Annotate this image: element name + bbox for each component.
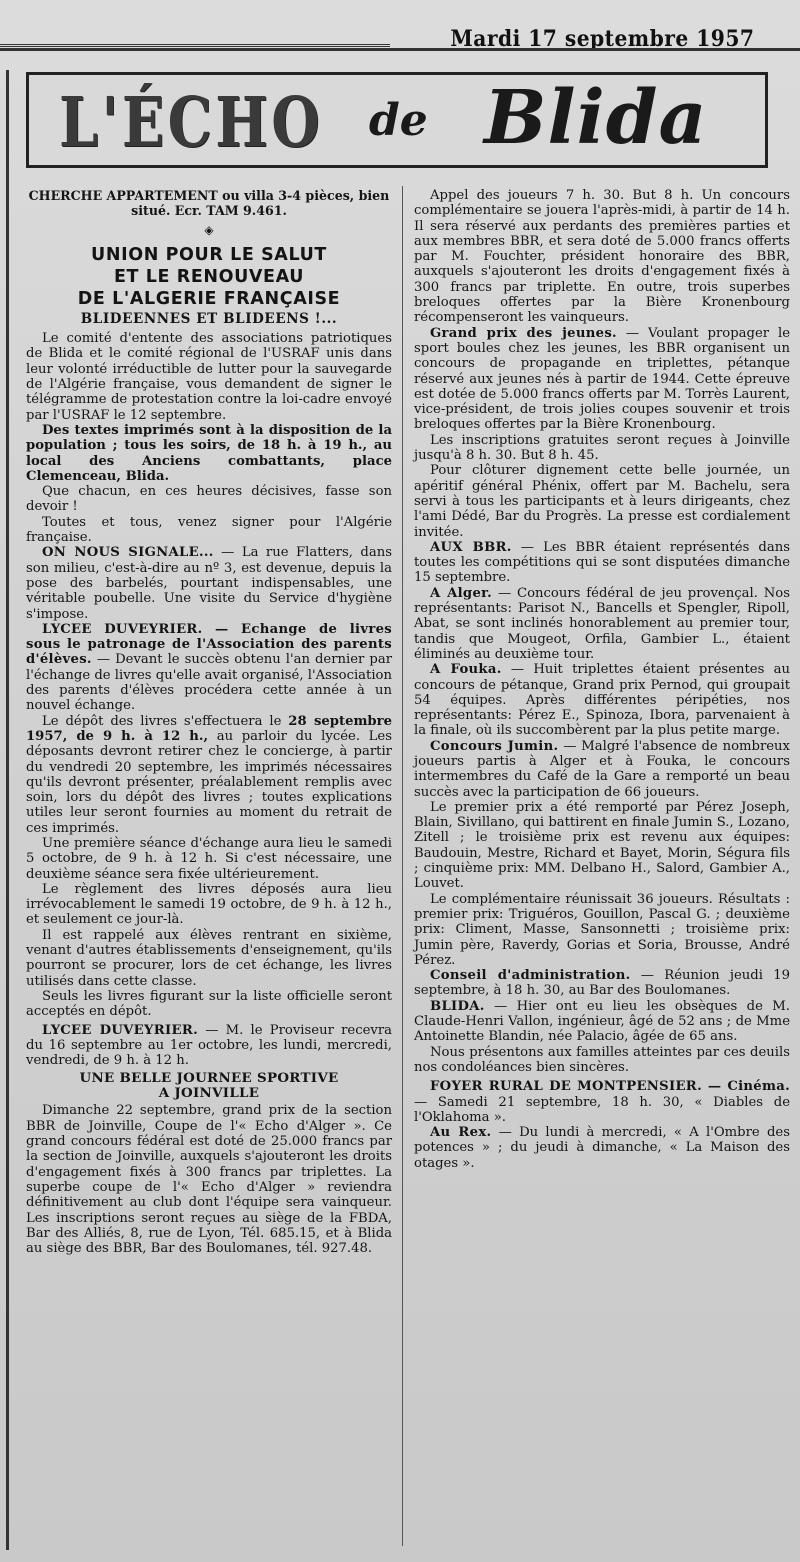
right-column <box>414 188 790 1171</box>
article-paragraph <box>26 714 392 836</box>
brief-heading: FOYER RURAL DE MONTPENSIER. — Cinéma. <box>430 1079 790 1095</box>
brief-heading: Au Rex. <box>430 1125 492 1141</box>
headline-line: UNION POUR LE SALUT <box>91 244 327 265</box>
brief-text: — Devant le succès obtenu l'an dernier par l'échange de livres qu'elle avait organisé, l'Association des parents d'élèves procédera cette année à un nouvel échange. <box>26 652 392 714</box>
article-paragraph: Le comité d'entente des associations patriotiques de Blida et le comité régional de l'USRAF unis dans leur volonté irréductible de lutter pour la sauvegarde de l'Algérie française, vous demandent de signer le télégramme de protestation contre la loi-cadre envoyé par l'USRAF le 12 septembre. <box>26 331 392 423</box>
brief-text: — Hier ont eu lieu les obsèques de M. Claude-Henri Vallon, ingénieur, âgé de 52 ans ; de Mme Antoinette Blandin, née Palacio, âgée de 65 ans. <box>414 998 790 1045</box>
separator-ornament: ◈ <box>204 222 214 237</box>
headline-subtitle: BLIDEENNES ET BLIDEENS !... <box>80 310 338 327</box>
article-paragraph: Toutes et tous, venez signer pour l'Algérie française. <box>26 514 392 546</box>
brief-text: — Du lundi à mercredi, « A l'Ombre des potences » ; du jeudi à dimanche, « La Maison des otages ». <box>414 1125 790 1171</box>
brief-fouka <box>414 662 790 738</box>
article-paragraph: Le règlement des livres déposés aura lieu irrévocablement le samedi 19 octobre, de 9 h. à 12 h., et seulement ce jour-là. <box>26 881 392 928</box>
headline-line: UNE BELLE JOURNEE SPORTIVE <box>79 1070 339 1087</box>
article-paragraph: Des textes imprimés sont à la disposition de la population ; tous les soirs, de 18 h. à 19 h., au local des Anciens combattants, place Clemenceau, Blida. <box>26 422 392 484</box>
brief-heading: AUX BBR. <box>430 539 512 555</box>
brief-heading: A Alger. <box>430 585 493 601</box>
headline-line: ET LE RENOUVEAU <box>113 266 305 287</box>
brief-text: — Concours fédéral de jeu provençal. Nos représentants: Parisot N., Bancells et Spengler, Ripoll, Abat, se sont inclinés honorablement au premier tour, tandis que Mougeot, Orfila, Gambier L., étaient éliminés au deuxième tour. <box>414 585 790 662</box>
brief-rex <box>414 1125 790 1171</box>
classified-ad: CHERCHE APPARTEMENT ou villa 3-4 pièces, bien situé. Ecr. TAM 9.461. <box>28 188 390 219</box>
article-paragraph: Nous présentons aux familles atteintes par ces deuils nos condoléances bien sincères. <box>414 1044 790 1075</box>
brief-text: — Voulant propager le sport boules chez les jeunes, les BBR organisent un concours de propagande en triplettes, pétanque réservé aux jeunes nés à partir de 1944. Cette épreuve est dotée de 5.000 francs offerts par M. Torrès Laurent, vice-président, de trois jolies coupes souvenir et trois breloques offertes par la Bière Kronenbourg. <box>414 325 790 433</box>
brief-heading: Conseil d'administration. <box>430 968 631 984</box>
brief-jeunes <box>414 326 790 433</box>
article-paragraph: Le premier prix a été remporté par Pérez Joseph, Blain, Sivillano, qui battirent en finale Jumin S., Lozano, Zitell ; le troisième prix est revenu aux équipes: Baudouin, Mestre, Richard et Bayet, Morin, Ségura fils ; cinquième prix: MM. Delbano H., Salord, Gambier A., Louvet. <box>414 799 790 892</box>
brief-text: — Malgré l'absence de nombreux joueurs partis à Alger et à Fouka, le concours intermembres du Café de la Gare a remporté un beau succès avec la participation de 66 joueurs. <box>414 738 790 800</box>
brief-text: — Samedi 21 septembre, 18 h. 30, « Diables de l'Oklahoma ». <box>414 1094 790 1125</box>
header-rule <box>0 44 390 47</box>
masthead-blida: Blida <box>484 75 708 161</box>
brief-heading: ON NOUS SIGNALE... <box>42 545 214 561</box>
brief-text: — Les BBR étaient représentés dans toutes les compétitions qui se sont disputées dimanche 15 septembre. <box>414 539 790 586</box>
article-paragraph: Le complémentaire réunissait 36 joueurs. Résultats : premier prix: Triguéros, Gouillon, Pascal G. ; deuxième prix: Climent, Masse, Sansonnetti ; troisième prix: Jumin père, Raverdy, Gorias et Soria, Brousse, André Pérez. <box>414 891 790 968</box>
brief-text: — M. le Proviseur recevra du 16 septembre au 1er octobre, les lundi, mercredi, vendredi, de 9 h. à 12 h. <box>26 1022 392 1069</box>
header-divider <box>0 48 800 51</box>
brief-foyer <box>414 1079 790 1125</box>
brief-heading: Grand prix des jeunes. <box>430 325 617 341</box>
brief-heading: BLIDA. <box>430 998 485 1014</box>
article-paragraph: Une première séance d'échange aura lieu le samedi 5 octobre, de 9 h. à 12 h. Si c'est nécessaire, une deuxième séance sera fixée ultérieurement. <box>26 835 392 882</box>
brief-signale <box>26 545 392 621</box>
article-paragraph: Les inscriptions gratuites seront reçues à Joinville jusqu'à 8 h. 30. But 8 h. 45. <box>414 432 790 464</box>
brief-text: — Huit triplettes étaient présentes au concours de pétanque, Grand prix Pernod, qui groupait 54 équipes. Après différentes péripéties, nos représentants: Pérez E., Spinoza, Ibora, parvenaient à la finale, où ils succombèrent par la plus petite marge. <box>414 662 790 739</box>
headline-line: DE L'ALGERIE FRANÇAISE <box>77 288 341 309</box>
article-paragraph: Pour clôturer dignement cette belle journée, un apéritif général Phénix, offert par M. Bachelu, sera servi à tous les participants et à leurs dirigeants, chez l'ami Dédé, Bar du Progrès. La presse est cordialement invitée. <box>414 463 790 540</box>
masthead <box>26 72 768 168</box>
article-paragraph: Appel des joueurs 7 h. 30. But 8 h. Un concours complémentaire se jouera l'après-midi, à partir de 14 h. Il sera réservé aux perdants des premières parties et aux membres BBR, et sera doté de 5.000 francs offerts par M. Fouchter, président honoraire des BBR, auxquels s'ajouteront les droits d'engagement fixés à 300 francs par triplette. En outre, trois superbes breloques offertes par la Bière Kronenbourg récompenseront les vainqueurs. <box>414 188 790 326</box>
article-paragraph: Il est rappelé aux élèves rentrant en sixième, venant d'autres établissements d'enseignement, qu'ils pourront se procurer, lors de cet échange, les livres utilisés dans cette classe. <box>26 927 392 989</box>
text-run: au parloir du lycée. Les déposants devront retirer chez le concierge, à partir du vendredi 20 septembre, les imprimés nécessaires qu'ils devront présenter, préalablement remplis avec soin, lors du dépôt des livres ; toutes explications utiles leur seront fournies au moment du retrait de ces imprimés. <box>26 728 392 836</box>
brief-heading: Concours Jumin. <box>430 738 559 754</box>
left-column <box>26 188 392 1256</box>
masthead-de: de <box>369 95 428 146</box>
brief-blida <box>414 999 790 1045</box>
article-paragraph: Seuls les livres figurant sur la liste officielle seront acceptés en dépôt. <box>26 988 392 1020</box>
text-run: Le dépôt des livres s'effectuera le <box>42 713 289 729</box>
text-run-bold: 28 septembre 1957, de 9 h. à 12 h., <box>26 713 392 744</box>
brief-alger <box>414 586 790 662</box>
brief-bbr <box>414 540 790 586</box>
brief-conseil <box>414 968 790 999</box>
left-border <box>6 70 9 1550</box>
brief-text: — Réunion jeudi 19 septembre, à 18 h. 30, au Bar des Boulomanes. <box>414 968 790 999</box>
brief-heading: A Fouka. <box>430 662 502 678</box>
brief-proviseur <box>26 1023 392 1069</box>
headline-union <box>26 244 392 310</box>
brief-heading: LYCEE DUVEYRIER. <box>42 1022 198 1038</box>
headline-journee <box>26 1071 392 1101</box>
brief-jumin <box>414 739 790 800</box>
brief-heading: LYCEE DUVEYRIER. — Echange de livres sous le patronage de l'Association des parents d'élèves. <box>26 621 392 668</box>
brief-text: — La rue Flatters, dans son milieu, c'est-à-dire au nº 3, est devenue, depuis la pose des barbelés, pourtant indispensables, une véritable poubelle. Une visite du Service d'hygiène s'impose. <box>26 545 392 622</box>
article-paragraph: Dimanche 22 septembre, grand prix de la section BBR de Joinville, Coupe de l'« Echo d'Alger ». Ce grand concours fédéral est doté de 25.000 francs par la section de Joinville, auxquels s'ajouteront les droits d'engagement fixés à 300 francs par triplettes. La superbe coupe de l'« Echo d'Alger » reviendra définitivement au club dont l'équipe sera vainqueur. Les inscriptions seront reçues au siège de la FBDA, Bar des Alliés, 8, rue de Lyon, Tél. 685.15, et à Blida au siège des BBR, Bar des Boulomanes, tél. 927.48. <box>26 1103 392 1257</box>
masthead-echo: L'ÉCHO <box>59 83 324 163</box>
column-divider <box>402 186 403 1546</box>
brief-lycee <box>26 622 392 714</box>
headline-line: A JOINVILLE <box>158 1085 260 1102</box>
article-paragraph: Que chacun, en ces heures décisives, fasse son devoir ! <box>26 484 392 515</box>
issue-date: Mardi 17 septembre 1957 <box>449 26 754 52</box>
